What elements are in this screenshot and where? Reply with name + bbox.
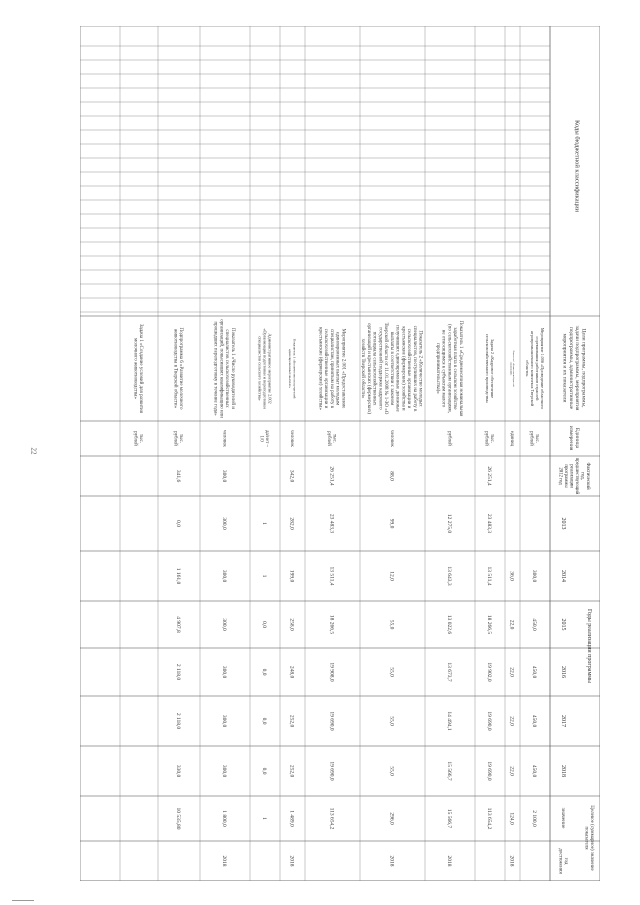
row-year-value: 258,0 [288,618,295,631]
row-year-reached: 2018 [288,855,295,867]
header-codes: Коды бюджетной классификации [573,119,581,213]
row-year-value: 300,0 [221,618,228,631]
row-unit: да/нет –1/0 [258,430,270,447]
row-year-value: 19 690,0 [328,711,335,731]
row-year-value: 13 511,4 [328,566,335,586]
row-year-reached: 2018 [388,855,395,867]
row-fact: 300,0 [221,469,228,483]
row-year-value: 252,0 [288,714,295,728]
row-description: Показатель 2 «Количество молодыхспециалистов, поступивших на работу всельскохозяйственные организации икрестьянские (фермерские) хозяйства иполучивших единовременные денежныевыплаты в соответствии с закономТверской области от 11.01.2008 № 1-ЗО «Огосударственной поддержке кадровогопотенциала сельскохозяйственныхорганизаций и крестьянских (фермерских)хозяйств Тверской области» [360,322,423,415]
row-year-value: 23 483,3 [328,513,335,534]
row-year-value: 13 643,3 [446,566,453,586]
row-unit: тыс.рублей [325,431,337,446]
row-year-value: 0,0 [261,668,268,676]
year-label: 2013 [559,517,566,530]
row-year-value: 4 907,8 [175,616,182,633]
row-year-value: 19 690,0 [486,711,493,731]
row-year-value: 13 022,6 [446,614,453,635]
row-year-value: 1 [261,574,268,578]
row-fact: 342,0 [288,469,295,483]
row-year-value: 300,0 [221,569,228,583]
row-year-value: 55,0 [388,716,395,726]
row-year-value: 450,0 [531,714,538,728]
row-year-value: 0,0 [175,520,182,527]
row-year-value: 19 908,0 [328,662,335,682]
row-description: Показатель 1 «Число руководителей испециалистов сельскохозяйственныхорганизаций, повысивших квалификацию илипрошедших переподготовку в течение года» [212,319,235,418]
year-label: 2016 [559,666,566,678]
row-year-value: 22,0 [508,619,515,630]
row-target: 124,0 [508,812,515,825]
row-year-value: 300,0 [221,764,228,778]
row-year-value: 248,0 [288,665,295,679]
row-description: Задача 2 «Кадровое обеспечениесельскохозяйственного производства» [485,333,495,404]
row-description: Задача 1 «Создание условий для развитиямолочного животноводства» [132,324,144,413]
row-year-reached: 2018 [446,855,453,867]
row-year-value: 450,0 [531,665,538,679]
row-unit: человек [221,430,227,447]
row-target: 2 100,0 [531,810,538,827]
row-year-value: 282,0 [288,517,295,530]
row-year-reached: 2018 [508,855,515,867]
row-fact: 341,6 [175,469,182,483]
row-year-value: 22,0 [508,667,515,677]
row-year-value: 19 690,0 [328,761,335,781]
row-year-value: 22,0 [508,766,515,776]
row-year-value: 15 566,7 [446,761,453,781]
row-year-value: 19 690,0 [486,761,493,781]
header-target: Целевое (суммарное) значениепоказателя [583,805,595,871]
row-target: 113 654,2 [328,807,335,830]
row-description: Мероприятие 1.006 «Проведение областногосоревнования работников отраслейагропромышленного комплекса Тверскойобласти» [525,327,545,410]
row-year-value: 18 266,5 [328,614,335,635]
row-year-value: 23 483,3 [486,513,493,534]
row-year-value: 0,0 [261,621,268,628]
row-description: Показатель 1 «Количество получателейединовременных выплат» [288,338,297,399]
row-unit: тыс.рублей [172,431,184,446]
row-year-value: 2 118,0 [175,663,182,681]
row-target: 15 566,7 [446,808,453,829]
scan-edge-mark [12,900,34,901]
row-year-value: 0,0 [261,717,268,725]
row-description: Административное мероприятие 2.002«Организация подготовки и переподготовкиспециалистов сельского хозяйства» [257,328,273,409]
year-label: 2014 [559,570,566,582]
year-label: 2017 [559,715,566,727]
row-target: 1 800,0 [221,810,228,827]
row-description: Показатель 1 «Среднемесячная номинальнаязаработная плата в сельском хозяйстве(по сельскохозяйственным организациям,не относящимся к субъектам малогопредпринимательства)» [434,320,463,417]
row-year-value: 300,0 [221,665,228,679]
row-unit: единиц [508,430,514,447]
row-year-value: 13 673,7 [446,662,453,682]
row-target: 296,0 [388,812,395,825]
row-year-value: 55,0 [388,667,395,677]
row-year-value: 0,0 [261,767,268,775]
header-years: Годы реализации программы [585,608,592,684]
row-fact: 88,0 [388,471,395,481]
header-unit: Единицаизмерения [567,425,581,451]
row-target: 113 654,2 [486,807,493,830]
row-year-value: 450,0 [531,618,538,631]
header-year-reached: годдостижения [557,848,569,874]
year-label: 2018 [559,765,566,777]
header-goals: Цели программы, подпрограммы,задачи подпрограммы, мероприятияподпрограммы, административныемероприятия и их показатели [561,325,587,411]
row-fact: 26 251,4 [328,466,335,486]
row-unit: человек [288,430,294,447]
row-target: 1 489,0 [288,810,295,827]
row-year-value: 18 266,5 [486,614,493,635]
row-year-value: 2 118,0 [175,712,182,730]
row-year-value: 12,0 [388,571,395,581]
row-year-reached: 2018 [221,855,228,867]
row-unit: тыс.рублей [483,431,495,446]
row-unit: человек [388,430,394,447]
row-description: Подпрограмма 6 «Развитие молочногоживотноводства в Тверской области» [172,327,184,410]
header-value: значение [560,807,567,829]
row-year-value: 12 275,0 [446,513,453,534]
row-year-value: 450,0 [531,764,538,778]
row-year-value: 300,0 [531,569,538,583]
row-year-value: 14 494,1 [446,711,453,731]
header-fact: Фактическийгод,предшествующийреализациипрограммы2012 год [557,457,591,495]
row-unit: тыс.рублей [132,431,144,446]
row-fact: 26 251,4 [486,466,493,486]
row-year-value: 1 [261,522,268,525]
row-year-value: 99,0 [388,518,395,529]
row-description: Мероприятие 2.001 «Предоставлениеединовременных выплат молодымспециалистам, принятым на работу всельскохозяйственные организации икрестьянские (фермерские) хозяйства» [317,327,346,410]
row-year-value: 300,0 [221,714,228,728]
row-target: 10 535,80 [175,807,182,830]
year-label: 2015 [559,618,566,631]
row-year-value: 300,0 [221,517,228,530]
row-year-value: 13 511,4 [486,566,493,586]
row-target: 1 [261,817,268,820]
row-year-value: 330,0 [175,764,182,778]
row-year-value: 199,0 [288,569,295,583]
row-description: Показатель 1 «Количество победителейсоревнований» [509,350,514,387]
row-unit: тыс.рублей [528,431,540,446]
rotated-table-sheet [80,26,600,881]
row-unit: рублей [446,431,452,446]
row-year-value: 19 902,0 [486,662,493,682]
row-year-value: 1 161,0 [175,567,182,585]
row-year-value: 55,0 [388,619,395,630]
row-year-value: 55,0 [388,766,395,776]
program-table [80,26,600,881]
page-number: 22 [29,447,38,455]
row-year-value: 22,0 [508,716,515,726]
row-year-value: 36,0 [508,571,515,581]
row-year-value: 252,0 [288,764,295,778]
